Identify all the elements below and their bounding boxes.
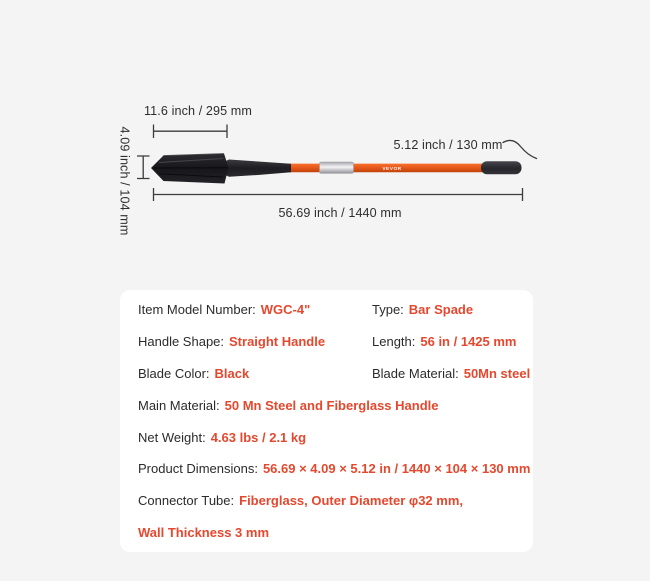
spec-value: Wall Thickness 3 mm [138, 524, 270, 540]
spec-value: 50Mn steel [463, 365, 531, 381]
spec-row-handle-length [120, 326, 533, 358]
spec-row-product-dimensions [120, 453, 533, 485]
dim-total-length-line [154, 188, 523, 201]
spec-row-main-material [120, 389, 533, 421]
spec-label: Product Dimensions: [138, 461, 258, 477]
spec-card [120, 290, 533, 552]
spec-item-blade-material [372, 366, 530, 381]
spec-value: 56.69 × 4.09 × 5.12 in / 1440 × 104 × 130 mm [262, 461, 531, 477]
spec-value: 56 in / 1425 mm [420, 334, 517, 350]
dim-grip-leader-line [503, 140, 537, 158]
spec-label: Main Material: [138, 397, 220, 413]
spec-item-product-dimensions [138, 461, 530, 476]
spec-item-wall-thickness [138, 525, 269, 540]
spec-item-blade-color [138, 366, 372, 381]
spec-label: Connector Tube: [138, 493, 235, 509]
spec-item-length [372, 334, 517, 349]
spec-row-model-type [120, 294, 533, 326]
dim-blade-height-line [137, 156, 150, 179]
spec-label: Net Weight: [138, 429, 206, 445]
shovel-dimension-diagram [0, 0, 650, 270]
spec-item-main-material [138, 398, 438, 413]
spec-label: Blade Material: [372, 365, 459, 381]
dim-label-blade-width: 11.6 inch / 295 mm [144, 104, 252, 118]
spec-item-type [372, 302, 515, 317]
spec-label: Item Model Number: [138, 302, 256, 318]
spec-value: Fiberglass, Outer Diameter φ32 mm, [239, 493, 464, 509]
shovel-blade [151, 154, 229, 184]
shovel-grip [481, 161, 522, 174]
spec-item-handle-shape [138, 334, 372, 349]
spec-row-connector-tube [120, 485, 533, 517]
dim-blade-width-line [154, 125, 228, 139]
dim-label-total-length: 56.69 inch / 1440 mm [278, 206, 402, 220]
spec-value: 4.63 lbs / 2.1 kg [210, 429, 307, 445]
dim-label-blade-height: 4.09 inch / 104 mm [117, 126, 132, 236]
spec-item-net-weight [138, 430, 306, 445]
spec-row-wall-thickness [120, 517, 533, 549]
spec-value: 50 Mn Steel and Fiberglass Handle [224, 397, 439, 413]
spec-item-connector-tube [138, 493, 463, 508]
spec-item-model-number [138, 302, 372, 317]
spec-label: Handle Shape: [138, 334, 225, 350]
spec-label: Type: [372, 302, 404, 318]
spec-value: WGC-4" [260, 302, 311, 318]
connector-band [320, 162, 354, 173]
spec-value: Bar Spade [408, 302, 474, 318]
vevor-logo-text: VEVOR [382, 167, 402, 172]
spec-label: Blade Color: [138, 365, 210, 381]
spec-row-net-weight [120, 421, 533, 453]
spec-row-blade-color-material [120, 358, 533, 390]
spec-value: Straight Handle [229, 334, 326, 350]
spec-value: Black [214, 365, 250, 381]
spec-label: Length: [372, 334, 416, 350]
dim-label-grip-length: 5.12 inch / 130 mm [393, 138, 503, 152]
